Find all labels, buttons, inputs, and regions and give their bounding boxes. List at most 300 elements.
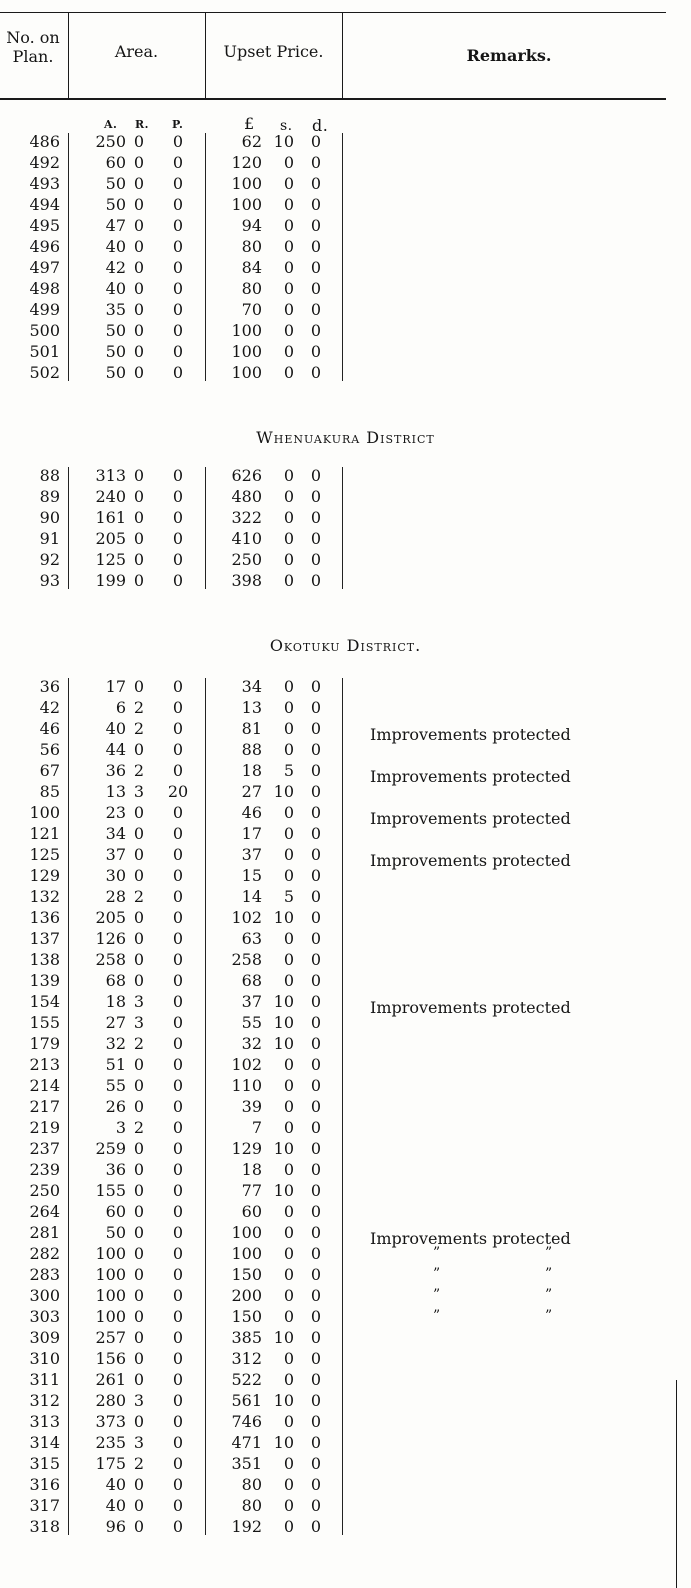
cell-l: 110 (231, 1076, 262, 1095)
table-row (0, 1327, 691, 1348)
cell-l: 250 (231, 550, 262, 569)
cell-r: 0 (133, 1223, 145, 1242)
cell-d: 0 (310, 845, 322, 864)
cell-lot: 501 (29, 342, 60, 361)
cell-s: 0 (283, 1349, 294, 1368)
cell-l: 7 (251, 1118, 262, 1137)
unit-acres: A. (104, 118, 118, 131)
cell-a: 40 (105, 237, 126, 256)
cell-p: 0 (172, 487, 184, 506)
cell-p: 0 (172, 761, 184, 780)
table-row (0, 341, 691, 362)
cell-r: 0 (133, 971, 145, 990)
cell-a: 27 (105, 1013, 126, 1032)
cell-s: 0 (283, 1265, 294, 1284)
cell-p: 0 (172, 1496, 184, 1515)
cell-l: 17 (241, 824, 262, 843)
cell-remark: Improvements protected (370, 998, 571, 1017)
cell-l: 55 (241, 1013, 262, 1032)
cell-lot: 250 (29, 1181, 60, 1200)
cell-s: 10 (273, 132, 294, 151)
cell-remark: Improvements protected (370, 767, 571, 786)
cell-l: 81 (241, 719, 262, 738)
cell-s: 0 (283, 529, 294, 548)
cell-l: 480 (231, 487, 262, 506)
header-remarks: Remarks. (466, 46, 552, 65)
cell-r: 0 (133, 1328, 145, 1347)
cell-a: 261 (95, 1370, 126, 1389)
cell-r: 3 (133, 1391, 145, 1410)
unit-perches: P. (172, 118, 184, 131)
cell-p: 0 (172, 992, 184, 1011)
cell-r: 0 (133, 1286, 145, 1305)
cell-lot: 67 (39, 761, 60, 780)
cell-l: 39 (241, 1097, 262, 1116)
cell-r: 0 (133, 153, 145, 172)
cell-l: 385 (231, 1328, 262, 1347)
table-row (0, 1432, 691, 1453)
cell-l: 410 (231, 529, 262, 548)
cell-l: 200 (231, 1286, 262, 1305)
table-row (0, 299, 691, 320)
cell-d: 0 (310, 550, 322, 569)
cell-lot: 214 (29, 1076, 60, 1095)
cell-l: 351 (231, 1454, 262, 1473)
cell-lot: 88 (39, 466, 60, 485)
cell-s: 0 (283, 803, 294, 822)
cell-lot: 132 (29, 887, 60, 906)
cell-r: 0 (133, 529, 145, 548)
bracket-price (342, 678, 343, 1535)
cell-p: 0 (172, 887, 184, 906)
cell-lot: 91 (39, 529, 60, 548)
table-row (0, 802, 691, 828)
cell-a: 55 (105, 1076, 126, 1095)
cell-r: 3 (133, 1433, 145, 1452)
cell-d: 0 (310, 992, 322, 1011)
cell-l: 100 (231, 321, 262, 340)
cell-s: 0 (283, 1454, 294, 1473)
cell-s: 0 (283, 571, 294, 590)
cell-d: 0 (310, 1097, 322, 1116)
cell-r: 0 (133, 866, 145, 885)
table-row (0, 173, 691, 194)
cell-s: 0 (283, 153, 294, 172)
cell-d: 0 (310, 258, 322, 277)
cell-r: 0 (133, 279, 145, 298)
cell-s: 0 (283, 740, 294, 759)
unit-shillings: s. (280, 118, 293, 134)
table-row (0, 1369, 691, 1390)
cell-l: 150 (231, 1307, 262, 1326)
table-row (0, 152, 691, 173)
table-row (0, 1117, 691, 1138)
cell-p: 0 (172, 153, 184, 172)
cell-p: 20 (167, 782, 189, 801)
cell-p: 0 (172, 174, 184, 193)
cell-d: 0 (310, 1139, 322, 1158)
table-row (0, 1285, 691, 1306)
cell-a: 156 (95, 1349, 126, 1368)
cell-p: 0 (172, 1181, 184, 1200)
cell-lot: 154 (29, 992, 60, 1011)
cell-p: 0 (172, 1118, 184, 1137)
bracket-area (205, 133, 206, 381)
cell-p: 0 (172, 216, 184, 235)
cell-l: 746 (231, 1412, 262, 1431)
cell-s: 10 (273, 1433, 294, 1452)
cell-s: 0 (283, 1223, 294, 1242)
cell-s: 0 (283, 363, 294, 382)
cell-r: 0 (133, 929, 145, 948)
bracket-lot (68, 133, 69, 381)
cell-lot: 310 (29, 1349, 60, 1368)
cell-d: 0 (310, 1223, 322, 1242)
cell-a: 40 (105, 719, 126, 738)
cell-p: 0 (172, 1307, 184, 1326)
cell-lot: 495 (29, 216, 60, 235)
cell-p: 0 (172, 237, 184, 256)
cell-d: 0 (310, 1349, 322, 1368)
cell-d: 0 (310, 1412, 322, 1431)
cell-p: 0 (172, 1475, 184, 1494)
cell-p: 0 (172, 1160, 184, 1179)
cell-lot: 155 (29, 1013, 60, 1032)
cell-d: 0 (310, 1391, 322, 1410)
cell-s: 0 (283, 342, 294, 361)
cell-lot: 121 (29, 824, 60, 843)
cell-a: 125 (95, 550, 126, 569)
table-row (0, 823, 691, 844)
cell-d: 0 (310, 153, 322, 172)
cell-lot: 90 (39, 508, 60, 527)
cell-r: 3 (133, 992, 145, 1011)
cell-l: 102 (231, 908, 262, 927)
cell-l: 120 (231, 153, 262, 172)
cell-s: 0 (283, 279, 294, 298)
cell-lot: 136 (29, 908, 60, 927)
cell-s: 0 (283, 216, 294, 235)
cell-d: 0 (310, 887, 322, 906)
cell-l: 258 (231, 950, 262, 969)
cell-lot: 46 (39, 719, 60, 738)
cell-a: 60 (105, 153, 126, 172)
cell-d: 0 (310, 1076, 322, 1095)
cell-d: 0 (310, 971, 322, 990)
cell-lot: 129 (29, 866, 60, 885)
cell-d: 0 (310, 824, 322, 843)
cell-r: 2 (133, 698, 145, 717)
cell-s: 0 (283, 550, 294, 569)
cell-lot: 237 (29, 1139, 60, 1158)
cell-lot: 93 (39, 571, 60, 590)
cell-lot: 138 (29, 950, 60, 969)
table-row (0, 257, 691, 278)
cell-r: 0 (133, 1139, 145, 1158)
cell-l: 37 (241, 845, 262, 864)
cell-p: 0 (172, 908, 184, 927)
cell-lot: 100 (29, 803, 60, 822)
table-row (0, 1075, 691, 1096)
table-row (0, 1390, 691, 1411)
header-area: Area. (114, 42, 159, 61)
cell-d: 0 (310, 698, 322, 717)
cell-l: 46 (241, 803, 262, 822)
cell-a: 100 (95, 1265, 126, 1284)
cell-lot: 498 (29, 279, 60, 298)
cell-r: 0 (133, 1244, 145, 1263)
cell-d: 0 (310, 466, 322, 485)
cell-s: 0 (283, 677, 294, 696)
cell-s: 0 (283, 174, 294, 193)
table-row (0, 486, 691, 507)
cell-r: 0 (133, 1517, 145, 1536)
table-row (0, 844, 691, 870)
ditto-mark: ” (545, 1266, 553, 1282)
cell-l: 129 (231, 1139, 262, 1158)
cell-l: 150 (231, 1265, 262, 1284)
table-row (0, 697, 691, 718)
cell-s: 10 (273, 908, 294, 927)
cell-d: 0 (310, 1307, 322, 1326)
cell-d: 0 (310, 363, 322, 382)
cell-a: 205 (95, 529, 126, 548)
table-row (0, 886, 691, 907)
cell-lot: 318 (29, 1517, 60, 1536)
cell-s: 0 (283, 1517, 294, 1536)
table-row (0, 1306, 691, 1327)
cell-d: 0 (310, 1160, 322, 1179)
cell-l: 626 (231, 466, 262, 485)
cell-p: 0 (172, 950, 184, 969)
cell-lot: 89 (39, 487, 60, 506)
cell-l: 522 (231, 1370, 262, 1389)
cell-lot: 283 (29, 1265, 60, 1284)
cell-l: 34 (241, 677, 262, 696)
unit-pence: d. (312, 116, 329, 135)
cell-d: 0 (310, 740, 322, 759)
table-row (0, 1012, 691, 1033)
cell-lot: 493 (29, 174, 60, 193)
table-row (0, 549, 691, 570)
cell-remark: Improvements protected (370, 809, 571, 828)
table-row (0, 1516, 691, 1537)
cell-r: 0 (133, 845, 145, 864)
cell-s: 10 (273, 1391, 294, 1410)
cell-r: 0 (133, 571, 145, 590)
unit-roods: R. (135, 118, 149, 131)
cell-lot: 309 (29, 1328, 60, 1347)
cell-a: 373 (95, 1412, 126, 1431)
cell-r: 0 (133, 1202, 145, 1221)
cell-lot: 500 (29, 321, 60, 340)
cell-a: 44 (105, 740, 126, 759)
cell-r: 0 (133, 1265, 145, 1284)
table-row (0, 1096, 691, 1117)
cell-l: 88 (241, 740, 262, 759)
cell-lot: 213 (29, 1055, 60, 1074)
table-row (0, 215, 691, 236)
cell-r: 0 (133, 1370, 145, 1389)
ditto-mark: ” (433, 1245, 441, 1261)
cell-l: 192 (231, 1517, 262, 1536)
cell-p: 0 (172, 698, 184, 717)
cell-r: 0 (133, 1349, 145, 1368)
cell-a: 34 (105, 824, 126, 843)
cell-l: 561 (231, 1391, 262, 1410)
cell-lot: 497 (29, 258, 60, 277)
cell-p: 0 (172, 1412, 184, 1431)
cell-l: 312 (231, 1349, 262, 1368)
cell-d: 0 (310, 487, 322, 506)
cell-lot: 36 (39, 677, 60, 696)
cell-r: 2 (133, 1454, 145, 1473)
bracket-area (205, 678, 206, 1535)
cell-s: 0 (283, 466, 294, 485)
cell-a: 36 (105, 761, 126, 780)
cell-r: 0 (133, 508, 145, 527)
cell-p: 0 (172, 1223, 184, 1242)
cell-a: 50 (105, 174, 126, 193)
cell-r: 0 (133, 258, 145, 277)
cell-d: 0 (310, 1118, 322, 1137)
cell-p: 0 (172, 677, 184, 696)
cell-d: 0 (310, 1370, 322, 1389)
cell-lot: 312 (29, 1391, 60, 1410)
cell-d: 0 (310, 1265, 322, 1284)
top-rule (0, 12, 666, 13)
cell-s: 0 (283, 866, 294, 885)
cell-s: 0 (283, 950, 294, 969)
cell-lot: 499 (29, 300, 60, 319)
table-row (0, 1159, 691, 1180)
cell-r: 0 (133, 1412, 145, 1431)
cell-r: 0 (133, 300, 145, 319)
cell-r: 0 (133, 1097, 145, 1116)
cell-p: 0 (172, 258, 184, 277)
district-title: Okotuku District. (269, 636, 422, 655)
cell-a: 258 (95, 950, 126, 969)
cell-p: 0 (172, 845, 184, 864)
cell-s: 0 (283, 1496, 294, 1515)
cell-lot: 179 (29, 1034, 60, 1053)
cell-l: 18 (241, 1160, 262, 1179)
table-row (0, 1033, 691, 1054)
cell-p: 0 (172, 508, 184, 527)
cell-r: 0 (133, 1160, 145, 1179)
cell-d: 0 (310, 1013, 322, 1032)
cell-lot: 496 (29, 237, 60, 256)
cell-a: 40 (105, 1496, 126, 1515)
bracket-lot (68, 678, 69, 1535)
cell-p: 0 (172, 1055, 184, 1074)
cell-a: 32 (105, 1034, 126, 1053)
cell-a: 126 (95, 929, 126, 948)
table-row (0, 718, 691, 744)
cell-s: 0 (283, 300, 294, 319)
cell-s: 0 (283, 719, 294, 738)
cell-s: 0 (283, 1244, 294, 1263)
table-row (0, 1201, 691, 1222)
cell-a: 155 (95, 1181, 126, 1200)
cell-p: 0 (172, 1370, 184, 1389)
cell-lot: 139 (29, 971, 60, 990)
cell-s: 10 (273, 992, 294, 1011)
cell-remark: Improvements protected (370, 725, 571, 744)
cell-r: 0 (133, 174, 145, 193)
cell-a: 40 (105, 1475, 126, 1494)
cell-d: 0 (310, 529, 322, 548)
table-row (0, 194, 691, 215)
table-row (0, 1180, 691, 1201)
unit-pounds: £ (244, 114, 255, 133)
cell-d: 0 (310, 761, 322, 780)
cell-l: 398 (231, 571, 262, 590)
cell-remark: Improvements protected (370, 1229, 571, 1248)
cell-d: 0 (310, 950, 322, 969)
cell-p: 0 (172, 1454, 184, 1473)
cell-s: 10 (273, 1013, 294, 1032)
cell-lot: 494 (29, 195, 60, 214)
cell-l: 100 (231, 1223, 262, 1242)
cell-p: 0 (172, 1433, 184, 1452)
table-row (0, 528, 691, 549)
cell-a: 13 (105, 782, 126, 801)
cell-a: 28 (105, 887, 126, 906)
cell-s: 0 (283, 845, 294, 864)
cell-r: 0 (133, 466, 145, 485)
ditto-mark: ” (433, 1287, 441, 1303)
cell-r: 0 (133, 321, 145, 340)
table-row (0, 1138, 691, 1159)
cell-p: 0 (172, 321, 184, 340)
cell-lot: 281 (29, 1223, 60, 1242)
cell-r: 0 (133, 487, 145, 506)
bracket-area (205, 467, 206, 589)
cell-a: 17 (105, 677, 126, 696)
table-row (0, 131, 691, 152)
ditto-mark: ” (433, 1266, 441, 1282)
cell-s: 5 (283, 761, 294, 780)
cell-l: 80 (241, 1496, 262, 1515)
cell-p: 0 (172, 1244, 184, 1263)
cell-a: 259 (95, 1139, 126, 1158)
cell-d: 0 (310, 237, 322, 256)
cell-lot: 219 (29, 1118, 60, 1137)
cell-d: 0 (310, 1244, 322, 1263)
cell-a: 35 (105, 300, 126, 319)
cell-d: 0 (310, 677, 322, 696)
cell-p: 0 (172, 363, 184, 382)
cell-s: 0 (283, 1202, 294, 1221)
ditto-mark: ” (545, 1287, 553, 1303)
cell-a: 50 (105, 321, 126, 340)
cell-r: 0 (133, 1055, 145, 1074)
cell-l: 80 (241, 279, 262, 298)
table-row (0, 1243, 691, 1264)
cell-l: 100 (231, 195, 262, 214)
cell-p: 0 (172, 1139, 184, 1158)
table-row (0, 928, 691, 949)
cell-l: 80 (241, 1475, 262, 1494)
cell-d: 0 (310, 508, 322, 527)
cell-p: 0 (172, 1097, 184, 1116)
cell-lot: 313 (29, 1412, 60, 1431)
cell-a: 205 (95, 908, 126, 927)
cell-d: 0 (310, 571, 322, 590)
table-row (0, 991, 691, 1017)
cell-lot: 42 (39, 698, 60, 717)
